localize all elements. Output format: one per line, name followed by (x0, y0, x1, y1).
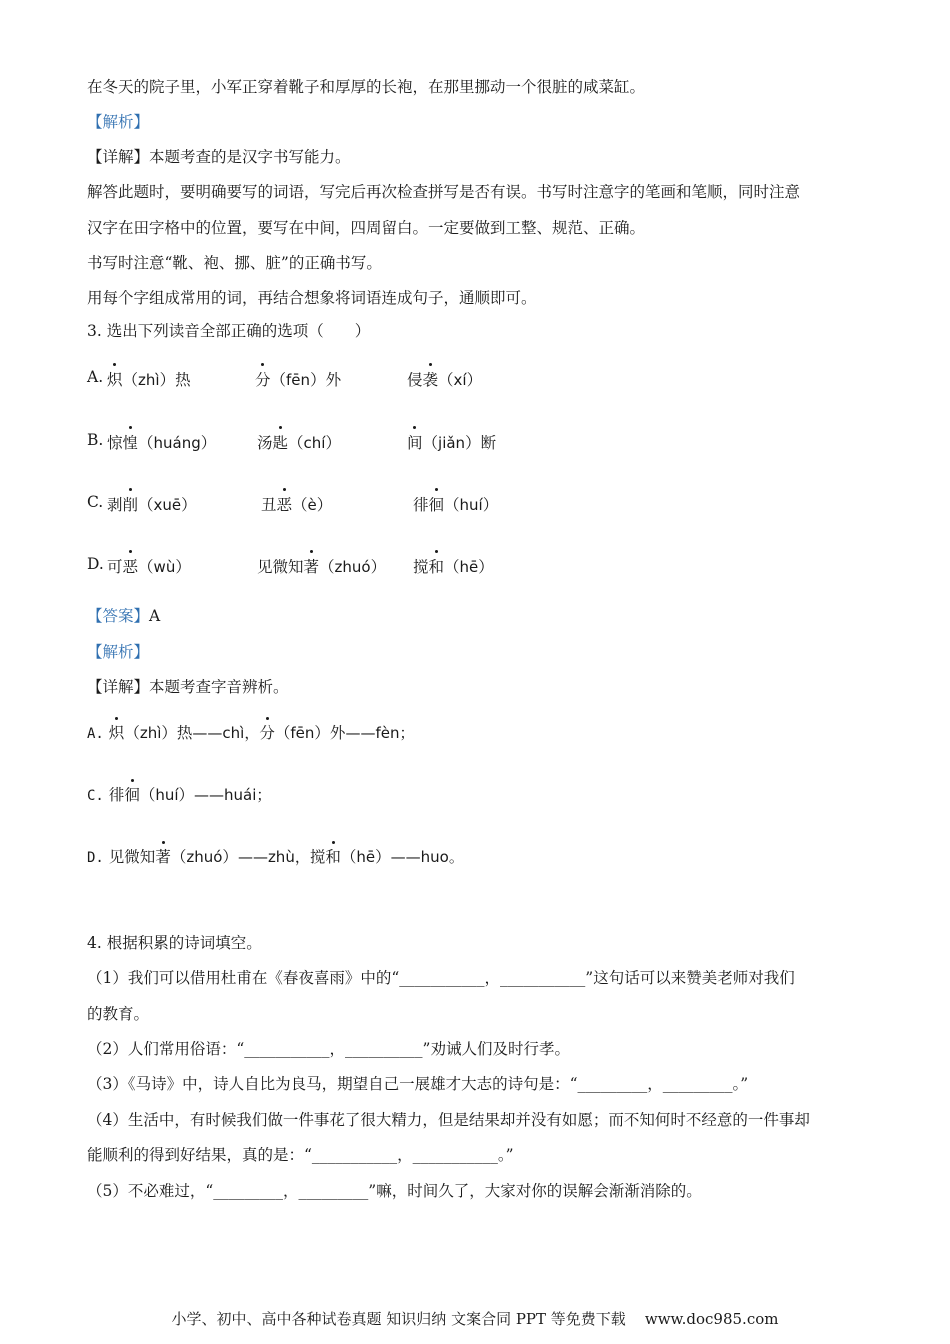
emphasis-char: 恶 (277, 493, 293, 515)
explanation-paragraph: 汉字在田字格中的位置，要写在中间，四周留白。一定要做到工整、规范、正确。 (87, 219, 646, 237)
emphasis-char: 恶 (123, 555, 139, 577)
footer-text: 小学、初中、高中各种试卷真题 知识归纳 文案合同 PPT 等免费下载 (171, 1310, 626, 1328)
pinyin: xuē (153, 496, 182, 514)
option-item: 间（jiǎn）断 (407, 431, 496, 453)
emphasis-char: 分 (255, 368, 271, 390)
prev-answer-sentence: 在冬天的院子里，小军正穿着靴子和厚厚的长袍，在那里挪动一个很脏的咸菜缸。 (87, 78, 646, 96)
question-4-title: 4. 根据积累的诗词填空。 (87, 934, 262, 952)
option-item: 剥削（xuē） (107, 493, 197, 515)
emphasis-char: 间 (407, 431, 423, 453)
analysis-a: A. 炽（zhì）热——chì，分（fēn）外——fèn； (87, 724, 415, 742)
page-footer (0, 1308, 950, 1329)
pinyin: hē (459, 558, 479, 576)
emphasis-char: 和 (325, 848, 341, 866)
explanation-paragraph: 书写时注意“靴、袍、挪、脏”的正确书写。 (87, 254, 382, 272)
option-item: 炽（zhì）热 (107, 368, 191, 390)
detail-tag: 【详解】 (87, 148, 150, 166)
pinyin: fēn (286, 371, 311, 389)
emphasis-char: 惶 (123, 431, 139, 453)
option-item: 可恶（wù） (107, 555, 191, 577)
emphasis-char: 徊 (429, 493, 445, 515)
pinyin: chí (303, 434, 326, 452)
emphasis-char: 和 (429, 555, 445, 577)
analysis-tag: 【解析】 (87, 113, 150, 131)
emphasis-char: 袭 (423, 368, 439, 390)
emphasis-char: 炽 (107, 368, 123, 390)
fill-blank-4: （4）生活中，有时候我们做一件事花了很大精力，但是结果却并没有如愿；而不知何时不经意的一件事却 (87, 1111, 810, 1129)
explanation-paragraph: 用每个字组成常用的词，再结合想象将词语连成句子，通顺即可。 (87, 289, 537, 307)
pinyin: wù (153, 558, 176, 576)
fill-blank-1-cont: 的教育。 (87, 1005, 150, 1023)
pinyin: huáng (153, 434, 201, 452)
answer-tag: 【答案】 (87, 607, 150, 625)
pinyin: zhuó (334, 558, 371, 576)
emphasis-char: 炽 (108, 724, 125, 742)
pinyin: è (307, 496, 317, 514)
pinyin: zhì (138, 371, 160, 389)
analysis-c: C. 徘徊（huí）——huái； (87, 786, 272, 804)
analysis-d: D. 见微知著（zhuó）——zhù，搅和（hē）——huo。 (87, 848, 464, 866)
option-item: 分（fēn）外 (255, 368, 341, 390)
detail-text: 本题考查字音辨析。 (149, 678, 289, 696)
option-item: 侵袭（xí） (407, 368, 482, 390)
option-item: 惊惶（huáng） (107, 431, 216, 453)
analysis-tag: 【解析】 (87, 643, 150, 661)
pinyin: xí (453, 371, 467, 389)
emphasis-char: 徊 (124, 786, 140, 804)
fill-blank-2: （2）人们常用俗语：“___________，__________”劝诫人们及时行孝。 (87, 1040, 570, 1058)
emphasis-char: 著 (155, 848, 171, 866)
detail-text: 本题考查的是汉字书写能力。 (149, 148, 351, 166)
fill-blank-5: （5）不必难过，“_________，_________”嘛，时间久了，大家对你的误解会渐渐消除的。 (87, 1182, 702, 1200)
option-item: 见微知著（zhuó） (257, 555, 386, 577)
option-item: 搅和（hē） (413, 555, 494, 577)
emphasis-char: 著 (304, 555, 320, 577)
fill-blank-3: （3）《马诗》中，诗人自比为良马，期望自己一展雄才大志的诗句是：“_________，_________。” (87, 1075, 749, 1093)
detail-line (87, 676, 289, 698)
explanation-paragraph: 解答此题时，要明确要写的词语，写完后再次检查拼写是否有误。书写时注意字的笔画和笔顺，同时注意 (87, 183, 801, 201)
emphasis-char: 削 (123, 493, 139, 515)
pinyin: jiǎn (438, 434, 466, 452)
option-label: B. (87, 431, 104, 449)
answer-line (87, 605, 160, 627)
option-item: 丑恶（è） (261, 493, 332, 515)
emphasis-char: 分 (259, 724, 275, 742)
detail-tag: 【详解】 (87, 678, 150, 696)
fill-blank-1: （1）我们可以借用杜甫在《春夜喜雨》中的“___________，___________”这句话可以来赞美老师对我们 (87, 969, 795, 987)
answer-value: A (149, 607, 161, 625)
pinyin: huí (459, 496, 483, 514)
option-label: A. (87, 368, 104, 386)
option-label: D. (87, 555, 104, 573)
emphasis-char: 匙 (273, 431, 289, 453)
option-item: 徘徊（huí） (413, 493, 498, 515)
option-item: 汤匙（chí） (257, 431, 341, 453)
option-label: C. (87, 493, 104, 511)
detail-line (87, 146, 351, 168)
fill-blank-4-cont: 能顺利的得到好结果，真的是：“___________，___________。” (87, 1146, 514, 1164)
question-3-title: 3. 选出下列读音全部正确的选项（ ） (87, 322, 371, 340)
footer-url[interactable]: www.doc985.com (644, 1310, 779, 1328)
